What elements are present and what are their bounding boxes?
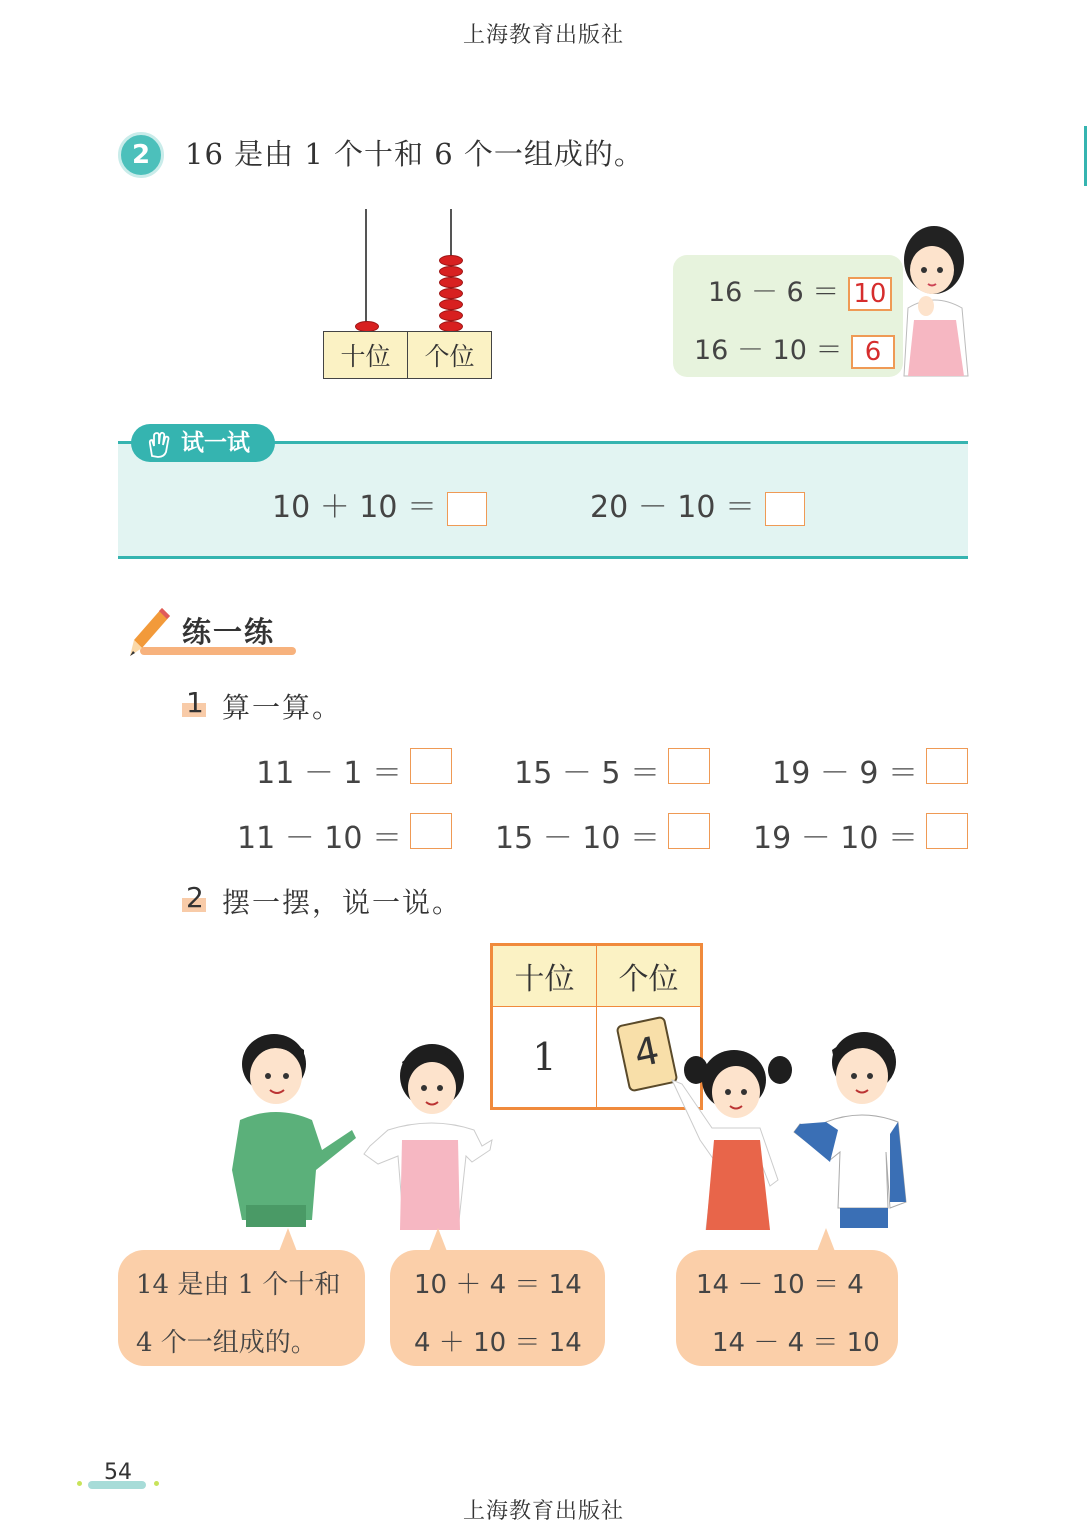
ones-bead — [439, 288, 463, 299]
answer-input-box[interactable] — [926, 748, 968, 784]
boy-green-illustration — [226, 1020, 361, 1230]
tens-label: 十位 — [324, 332, 408, 379]
ones-label: 个位 — [408, 332, 492, 379]
bubble-1-line-2: 4 个一组成的。 — [136, 1328, 317, 1358]
ones-bead — [439, 277, 463, 288]
equation-text: 16 － 10 ＝ — [694, 335, 843, 366]
q1-eq-2-2: 15 － 10 ＝ — [495, 821, 660, 856]
pencil-icon — [128, 606, 172, 658]
answer-input-box[interactable] — [926, 813, 968, 849]
example-title: 16 是由 1 个十和 6 个一组成的。 — [185, 137, 644, 171]
boy-blue-illustration — [790, 1022, 912, 1230]
q1-eq-1-3: 19 － 9 ＝ — [772, 756, 918, 791]
q2-title: 摆一摆，说一说。 — [222, 886, 463, 919]
answer-box: 10 — [848, 277, 892, 311]
tens-label: 十位 — [492, 945, 597, 1007]
girl-thinking-illustration — [896, 220, 974, 378]
ones-label: 个位 — [597, 945, 702, 1007]
example-equation-1 — [708, 270, 892, 311]
girl-red-illustration — [668, 1040, 806, 1230]
page-number: 54 — [104, 1460, 132, 1485]
answer-input-box[interactable] — [410, 813, 452, 849]
bubble-2-line-1: 10 ＋ 4 ＝ 14 — [414, 1270, 582, 1300]
ones-bead — [439, 266, 463, 277]
girl-pink-illustration — [362, 1036, 494, 1230]
example-equation-2 — [694, 328, 895, 369]
ones-bead — [439, 255, 463, 266]
q2-number: 2 — [186, 881, 204, 914]
try-equation-2 — [590, 482, 805, 526]
answer-input-box[interactable] — [668, 813, 710, 849]
abacus-place-table — [323, 331, 492, 379]
try-it-label: 试一试 — [181, 430, 250, 456]
equation-text: 20 － 10 ＝ — [590, 490, 755, 525]
decor-dot — [77, 1481, 82, 1486]
q1-eq-1-2: 15 － 5 ＝ — [514, 756, 660, 791]
decor-dot — [154, 1481, 159, 1486]
ones-bead — [439, 310, 463, 321]
tens-rod — [365, 209, 367, 333]
header-publisher: 上海教育出版社 — [462, 23, 624, 48]
footer-publisher: 上海教育出版社 — [462, 1499, 624, 1524]
practice-title: 练一练 — [182, 615, 276, 649]
answer-input-box[interactable] — [668, 748, 710, 784]
q1-eq-2-1: 11 － 10 ＝ — [237, 821, 402, 856]
q1-eq-2-3: 19 － 10 ＝ — [753, 821, 918, 856]
tens-value: 1 — [492, 1007, 597, 1109]
hand-icon — [144, 430, 174, 458]
equation-text: 16 － 6 ＝ — [708, 277, 840, 308]
q1-title: 算一算。 — [222, 691, 343, 724]
equation-text: 10 ＋ 10 ＝ — [272, 490, 437, 525]
number-card: 4 — [615, 1016, 678, 1093]
bubble-2-line-2: 4 ＋ 10 ＝ 14 — [414, 1328, 582, 1358]
bubble-1-line-1: 14 是由 1 个十和 — [136, 1270, 341, 1300]
answer-box: 6 — [851, 335, 895, 369]
example-number-badge: 2 — [118, 132, 164, 178]
try-equation-1 — [272, 482, 487, 526]
q1-number: 1 — [186, 686, 204, 719]
bubble-3-line-2: 14 － 4 ＝ 10 — [712, 1328, 880, 1358]
answer-input-box[interactable] — [765, 492, 805, 526]
bubble-3-line-1: 14 － 10 ＝ 4 — [696, 1270, 864, 1300]
answer-input-box[interactable] — [410, 748, 452, 784]
answer-input-box[interactable] — [447, 492, 487, 526]
ones-bead — [439, 299, 463, 310]
q1-eq-1-1: 11 － 1 ＝ — [256, 756, 402, 791]
